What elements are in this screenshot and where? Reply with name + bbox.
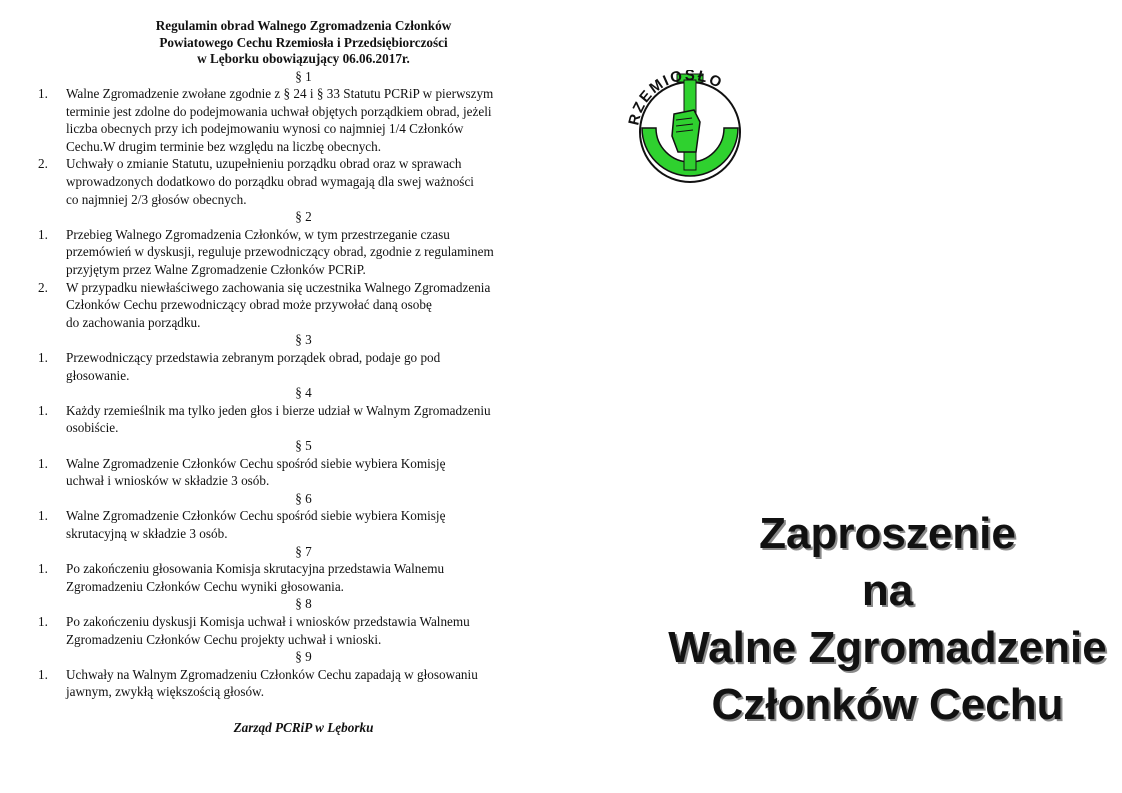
list-item [36, 455, 571, 490]
item-number: 1. [38, 666, 48, 682]
title-line-3: Walne Zgromadzenie [668, 623, 1107, 672]
section-title: § 4 [295, 385, 312, 401]
item-number: 2. [38, 156, 48, 172]
title-line-4: Członków Cechu [711, 680, 1064, 729]
invitation-title [650, 505, 1122, 733]
item-text: Uchwały na Walnym Zgromadzeniu Członków Cechu zapadają w głosowaniu jawnym, zwykłą większością głosów. [66, 666, 478, 700]
item-number: 1. [38, 455, 48, 471]
item-number: 1. [38, 402, 48, 418]
item-number: 1. [38, 613, 48, 629]
signature: Zarząd PCRiP w Lęborku [233, 720, 374, 735]
section-title: § 9 [295, 649, 312, 665]
list-item [36, 279, 571, 332]
list-item [36, 85, 571, 155]
list-item [36, 349, 571, 384]
list-item [36, 155, 571, 208]
item-number: 1. [38, 508, 48, 524]
list-item [36, 666, 571, 701]
section-title: § 7 [295, 543, 312, 559]
item-text: W przypadku niewłaściwego zachowania się uczestnika Walnego Zgromadzenia Członków Cechu przewodniczący obrad może przywołać daną osobę do zachowania porządku. [66, 279, 491, 330]
item-number: 1. [38, 561, 48, 577]
item-text: Po zakończeniu głosowania Komisja skrutacyjna przedstawia Walnemu Zgromadzeniu Członków Cechu wyniki głosowania. [66, 561, 445, 594]
list-item [36, 507, 571, 542]
item-number: 2. [38, 279, 48, 295]
list-item [36, 560, 571, 595]
section-title: § 3 [295, 332, 312, 348]
item-text: Walne Zgromadzenie Członków Cechu spośród siebie wybiera Komisję skrutacyjną w składzie 3 osób. [66, 508, 446, 541]
item-text: Każdy rzemieślnik ma tylko jeden głos i bierze udział w Walnym Zgromadzeniu osobiście. [66, 402, 491, 436]
list-item [36, 226, 571, 279]
regulations-heading [36, 18, 571, 68]
list-item [36, 613, 571, 648]
list-item [36, 402, 571, 437]
rzemioslo-logo [620, 70, 760, 190]
item-text: Walne Zgromadzenie Członków Cechu spośród siebie wybiera Komisję uchwał i wniosków w składzie 3 osób. [66, 455, 446, 489]
rzemioslo-logo-icon [620, 70, 760, 190]
section-title: § 8 [295, 596, 312, 612]
item-text: Uchwały o zmianie Statutu, uzupełnieniu porządku obrad oraz w sprawach wprowadzonych dodatkowo do porządku obrad wymagają dla swej ważności co najmniej 2/3 głosów obecnych. [66, 156, 474, 207]
heading-line-1: Regulamin obrad Walnego Zgromadzenia Członków [155, 18, 452, 33]
item-text: Przebieg Walnego Zgromadzenia Członków, w tym przestrzeganie czasu przemówień w dyskusji, reguluje przewodniczący obrad, zgodnie z regulaminem przyjętym przez Walne Zgromadzenie Członków PCRiP. [66, 226, 494, 278]
title-line-1: Zaproszenie [759, 509, 1016, 558]
section-title: § 1 [295, 68, 312, 84]
heading-line-3: w Lęborku obowiązujący 06.06.2017r. [197, 51, 410, 66]
regulations-panel [36, 18, 571, 701]
item-text: Przewodniczący przedstawia zebranym porządek obrad, podaje go pod głosowanie. [66, 350, 441, 383]
section-title: § 5 [295, 437, 312, 453]
item-text: Po zakończeniu dyskusji Komisja uchwał i wniosków przedstawia Walnemu Zgromadzeniu Członków Cechu projekty uchwał i wnioski. [66, 613, 470, 647]
logo-text: RZEMIOSŁO [625, 70, 726, 127]
section-title: § 2 [295, 209, 312, 225]
sections-list [36, 68, 571, 701]
item-text: Walne Zgromadzenie zwołane zgodnie z § 24 i § 33 Statutu PCRiP w pierwszym terminie jest zdolne do podejmowania uchwał objętych porządkiem obrad, jeżeli liczba obecnych przy ich podejmowaniu wynosi co najmniej 1/4 Członków Cechu.W drugim terminie bez względu na liczbę obecnych. [66, 86, 494, 154]
section-title: § 6 [295, 490, 312, 506]
item-number: 1. [38, 226, 48, 242]
heading-line-2: Powiatowego Cechu Rzemiosła i Przedsiębiorczości [159, 34, 448, 50]
item-number: 1. [38, 86, 48, 102]
title-line-2: na [861, 566, 914, 615]
item-number: 1. [38, 350, 48, 365]
